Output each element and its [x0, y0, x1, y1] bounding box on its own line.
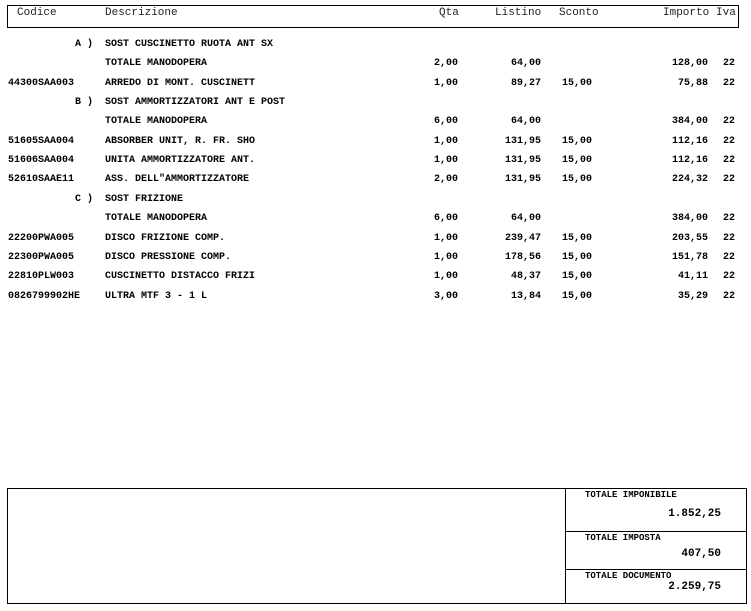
item-iva: 22 [722, 271, 735, 283]
item-code: 0826799902HE [8, 290, 81, 302]
item-importo: 384,00 [671, 213, 708, 225]
item-description: ABSORBER UNIT, R. FR. SHO [105, 135, 256, 147]
item-listino: 178,56 [504, 251, 541, 263]
header-codice: Codice [17, 7, 57, 19]
item-importo: 41,11 [677, 271, 708, 283]
item-iva: 22 [722, 77, 735, 89]
table-row [0, 39, 751, 55]
item-sconto: 15,00 [562, 135, 593, 147]
item-qta: 1,00 [433, 135, 458, 147]
totale-imponibile [566, 489, 747, 531]
header-qta: Qta [439, 7, 459, 19]
totale-documento-value: 2.259,75 [668, 581, 721, 593]
item-listino: 131,95 [504, 155, 541, 167]
item-listino: 131,95 [504, 135, 541, 147]
item-iva: 22 [722, 174, 735, 186]
item-listino: 13,84 [510, 290, 541, 302]
item-code: 22810PLW003 [8, 271, 75, 283]
item-code: 22300PWA005 [8, 251, 75, 263]
item-description: ULTRA MTF 3 - 1 L [105, 290, 208, 302]
item-iva: 22 [722, 290, 735, 302]
item-qta: 6,00 [433, 213, 458, 225]
item-sconto: 15,00 [562, 251, 593, 263]
item-iva: 22 [722, 155, 735, 167]
table-row [0, 213, 751, 229]
totale-imponibile-label: TOTALE IMPONIBILE [585, 490, 677, 500]
item-listino: 64,00 [510, 58, 541, 70]
header-sconto: Sconto [559, 7, 599, 19]
header-iva: Iva [716, 7, 736, 19]
item-qta: 6,00 [433, 116, 458, 128]
item-iva: 22 [722, 213, 735, 225]
item-description: ASS. DELL"AMMORTIZZATORE [105, 174, 250, 186]
item-description: SOST CUSCINETTO RUOTA ANT SX [105, 39, 274, 50]
table-row [0, 291, 751, 307]
item-code: 51605SAA004 [8, 135, 75, 147]
item-listino: 48,37 [510, 271, 541, 283]
table-row [0, 155, 751, 171]
group-marker: C ) [75, 193, 94, 205]
group-marker: A ) [75, 39, 94, 50]
item-iva: 22 [722, 251, 735, 263]
item-qta: 1,00 [433, 232, 458, 244]
table-row [0, 116, 751, 132]
item-code: 52610SAAE11 [8, 174, 75, 186]
totale-documento [566, 569, 747, 604]
item-qta: 3,00 [433, 290, 458, 302]
table-row [0, 194, 751, 210]
table-row [0, 174, 751, 190]
item-description: SOST AMMORTIZZATORI ANT E POST [105, 97, 286, 109]
item-description: UNITA AMMORTIZZATORE ANT. [105, 155, 256, 167]
item-description: SOST FRIZIONE [105, 193, 184, 205]
item-importo: 35,29 [677, 290, 708, 302]
table-header [7, 5, 739, 28]
item-sconto: 15,00 [562, 290, 593, 302]
item-listino: 64,00 [510, 213, 541, 225]
footer-box [7, 488, 747, 604]
group-marker: B ) [75, 97, 94, 109]
item-description: TOTALE MANODOPERA [105, 116, 208, 128]
item-importo: 151,78 [671, 251, 708, 263]
item-qta: 1,00 [433, 155, 458, 167]
table-row [0, 233, 751, 249]
item-sconto: 15,00 [562, 174, 593, 186]
item-qta: 1,00 [433, 271, 458, 283]
item-description: TOTALE MANODOPERA [105, 213, 208, 225]
item-qta: 1,00 [433, 251, 458, 263]
table-row [0, 252, 751, 268]
totale-imposta-label: TOTALE IMPOSTA [585, 533, 661, 543]
table-row [0, 97, 751, 113]
item-importo: 384,00 [671, 116, 708, 128]
item-importo: 128,00 [671, 58, 708, 70]
item-description: ARREDO DI MONT. CUSCINETT [105, 77, 256, 89]
totale-imponibile-value: 1.852,25 [668, 508, 721, 520]
item-importo: 75,88 [677, 77, 708, 89]
item-qta: 2,00 [433, 174, 458, 186]
item-listino: 64,00 [510, 116, 541, 128]
item-qta: 1,00 [433, 77, 458, 89]
item-qta: 2,00 [433, 58, 458, 70]
item-importo: 112,16 [671, 135, 708, 147]
item-sconto: 15,00 [562, 271, 593, 283]
item-sconto: 15,00 [562, 77, 593, 89]
totale-documento-label: TOTALE DOCUMENTO [585, 571, 672, 581]
item-sconto: 15,00 [562, 155, 593, 167]
item-importo: 224,32 [671, 174, 708, 186]
table-row [0, 78, 751, 94]
item-code: 51606SAA004 [8, 155, 75, 167]
item-listino: 239,47 [504, 232, 541, 244]
totale-imposta [566, 531, 747, 570]
item-listino: 131,95 [504, 174, 541, 186]
item-code: 22200PWA005 [8, 232, 75, 244]
totals-column [565, 489, 747, 603]
table-row [0, 136, 751, 152]
item-code: 44300SAA003 [8, 77, 75, 89]
item-description: TOTALE MANODOPERA [105, 58, 208, 70]
header-listino: Listino [495, 7, 542, 19]
item-description: DISCO FRIZIONE COMP. [105, 232, 226, 244]
item-listino: 89,27 [510, 77, 541, 89]
item-description: DISCO PRESSIONE COMP. [105, 251, 232, 263]
item-importo: 203,55 [671, 232, 708, 244]
item-iva: 22 [722, 116, 735, 128]
table-row [0, 271, 751, 287]
item-iva: 22 [722, 58, 735, 70]
item-iva: 22 [722, 232, 735, 244]
header-importo: Importo [663, 7, 710, 19]
item-sconto: 15,00 [562, 232, 593, 244]
header-descrizione: Descrizione [105, 7, 178, 19]
item-importo: 112,16 [671, 155, 708, 167]
item-description: CUSCINETTO DISTACCO FRIZI [105, 271, 256, 283]
table-row [0, 58, 751, 74]
item-iva: 22 [722, 135, 735, 147]
totale-imposta-value: 407,50 [681, 548, 721, 560]
